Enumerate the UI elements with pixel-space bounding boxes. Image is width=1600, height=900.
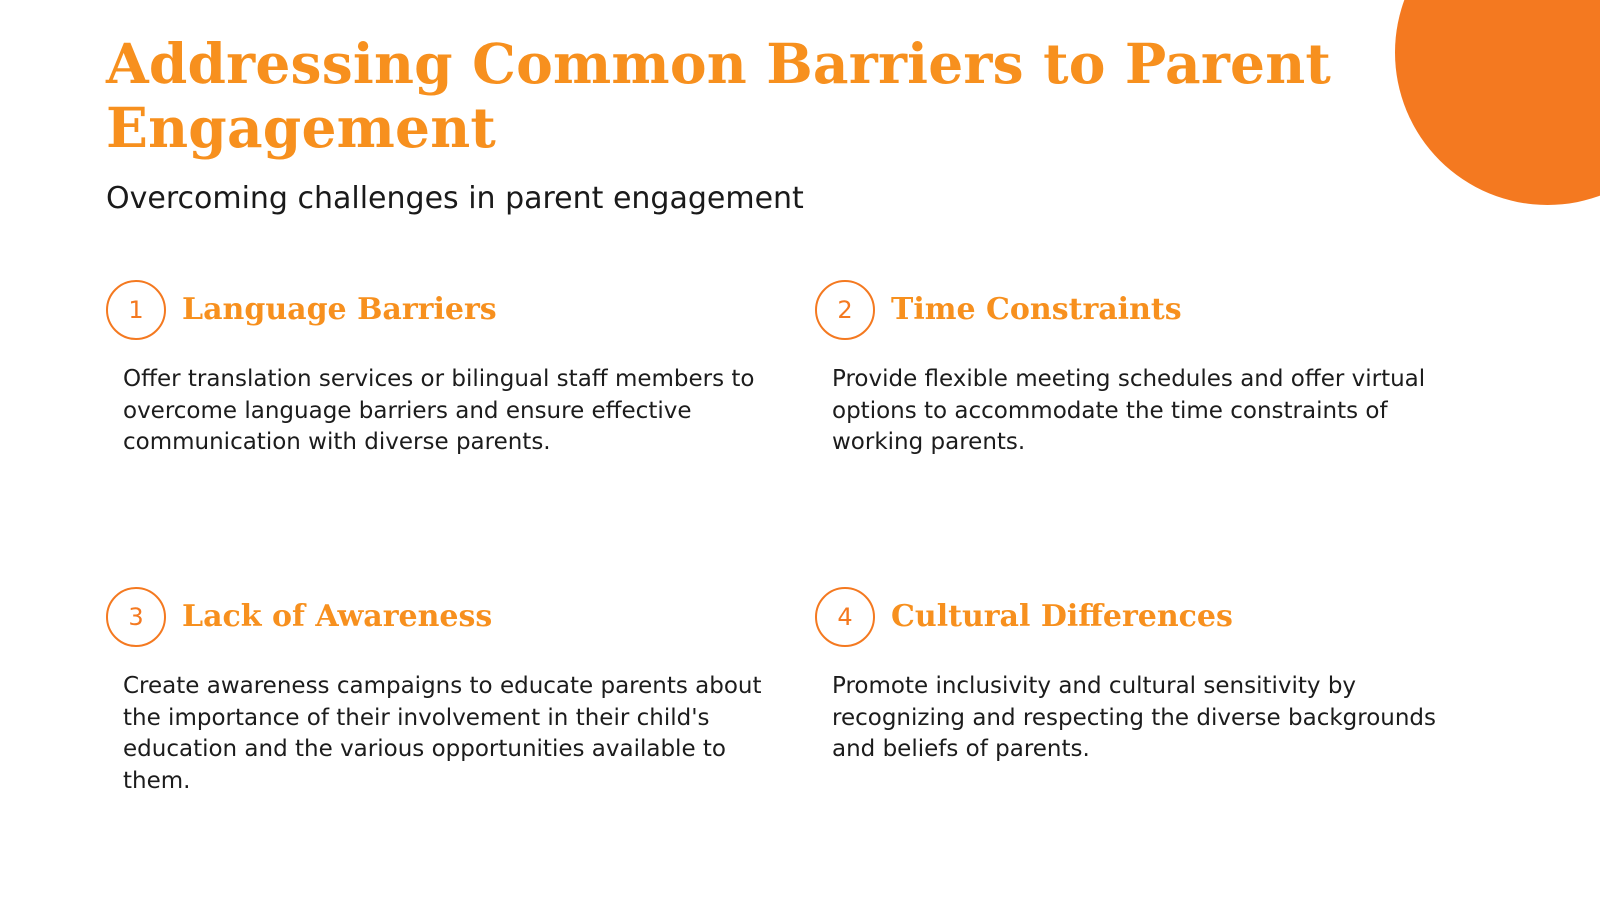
card-description: Create awareness campaigns to educate parents about the importance of their involvement in their child's education and the various opportunities available to them.: [123, 673, 762, 794]
number-badge: 4: [815, 587, 875, 647]
card-header: [106, 585, 766, 649]
card-header: [815, 278, 1475, 342]
card-heading: Language Barriers: [182, 292, 497, 327]
barrier-card-language: [106, 278, 766, 459]
page-title: Addressing Common Barriers to Parent Engagement: [106, 31, 1332, 160]
number-badge: 2: [815, 280, 875, 340]
card-description: Offer translation services or bilingual staff members to overcome language barriers and ensure effective communication with diverse parents.: [123, 366, 755, 455]
number-badge: 3: [106, 587, 166, 647]
card-description: Provide flexible meeting schedules and offer virtual options to accommodate the time constraints of working parents.: [832, 366, 1426, 455]
card-heading: Time Constraints: [891, 292, 1182, 327]
barrier-card-time: [815, 278, 1475, 459]
page-subtitle: Overcoming challenges in parent engagement: [106, 181, 804, 216]
barrier-card-cultural: [815, 585, 1475, 766]
card-heading: Cultural Differences: [891, 599, 1233, 634]
card-header: [106, 278, 766, 342]
card-heading: Lack of Awareness: [182, 599, 493, 634]
card-description: Promote inclusivity and cultural sensitivity by recognizing and respecting the diverse backgrounds and beliefs of parents.: [832, 673, 1437, 762]
decorative-orange-circle: [1395, 0, 1600, 205]
barrier-card-awareness: [106, 585, 766, 797]
card-header: [815, 585, 1475, 649]
number-badge: 1: [106, 280, 166, 340]
